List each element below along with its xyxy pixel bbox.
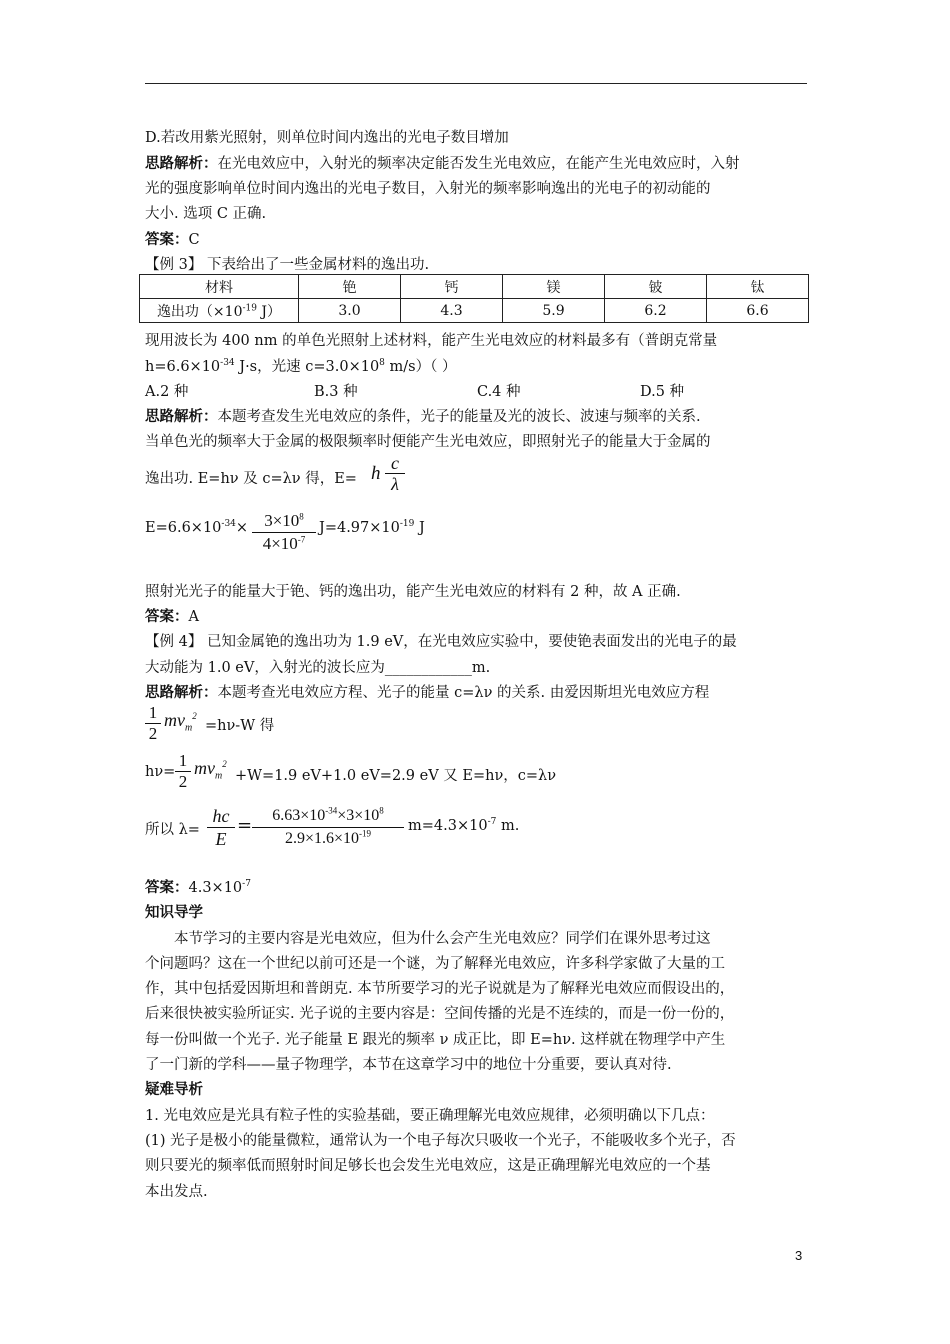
difficult-line-2: (1) 光子是极小的能量微粒，通常认为一个电子每次只吸收一个光子，不能吸收多个光子，否 bbox=[145, 1133, 736, 1149]
equation-line-2-tail: +W=1.9 eV+1.0 eV=2.9 eV 又 E=hν，c=λν bbox=[235, 768, 557, 784]
answer-label: 答案： bbox=[145, 880, 189, 896]
table-row-label bbox=[140, 299, 299, 323]
analysis-1-line-3: 大小. 选项 C 正确. bbox=[145, 206, 267, 222]
analysis-label: 思路解析： bbox=[145, 156, 218, 172]
answer-label: 答案： bbox=[145, 609, 189, 625]
fraction-one-half bbox=[145, 703, 161, 744]
equation-e1-result bbox=[319, 520, 425, 536]
eq-exponent: -7 bbox=[487, 817, 497, 828]
table-row bbox=[140, 299, 809, 323]
equation-line-3-tail bbox=[408, 818, 519, 834]
den-exponent: -7 bbox=[297, 534, 306, 545]
equation-line-3-head: 所以 λ= bbox=[145, 822, 200, 838]
fraction-one-half bbox=[175, 751, 191, 792]
table-header-cell: 钙 bbox=[401, 275, 503, 299]
fraction-lambda-value bbox=[252, 805, 404, 850]
guide-line-4: 后来很快被实验所证实. 光子说的主要内容是：空间传播的光是不连续的，而是一份一份的， bbox=[145, 1006, 735, 1022]
row-label-text: 逸出功（×10 bbox=[156, 303, 243, 320]
fraction-denominator: E bbox=[215, 829, 227, 849]
answer-value: 4.3×10 bbox=[188, 880, 243, 896]
kinetic-term bbox=[164, 710, 197, 734]
example-4-title: 【例 4】 已知金属铯的逸出功为 1.9 eV，在光电效应实验中，要使铯表面发出的光电子的最 bbox=[145, 634, 737, 650]
analysis-3-conclusion: 照射光光子的能量大于铯、钙的逸出功，能产生光电效应的材料有 2 种，故 A 正确. bbox=[145, 584, 681, 600]
mv-text: mv bbox=[194, 758, 215, 778]
num-text: 3×10 bbox=[264, 511, 300, 530]
eq-part: m. bbox=[496, 818, 520, 834]
guide-line-6: 了一门新的学科——量子物理学，本节在这章学习中的地位十分重要，要认真对待. bbox=[145, 1057, 672, 1073]
work-function-table bbox=[139, 274, 809, 323]
q2-part: h=6.6×10 bbox=[145, 359, 221, 375]
analysis-text: 本题考查光电效应方程、光子的能量 c=λν 的关系. 由爱因斯坦光电效应方程 bbox=[217, 685, 710, 701]
example-3-title: 【例 3】 下表给出了一些金属材料的逸出功. bbox=[145, 257, 430, 273]
formula-h: h bbox=[371, 463, 381, 484]
answer-exponent: -7 bbox=[242, 879, 251, 890]
guide-line-5: 每一份叫做一个光子. 光子能量 E 跟光的频率 ν 成正比，即 E=hν. 这样就在物理学中产生 bbox=[145, 1032, 726, 1048]
table-cell: 3.0 bbox=[299, 299, 401, 323]
fraction-numerator: hc bbox=[207, 805, 235, 828]
option-c: C.4 种 bbox=[477, 384, 521, 400]
table-cell: 5.9 bbox=[503, 299, 605, 323]
row-label-exponent: -19 bbox=[242, 302, 257, 313]
difficult-line-3: 则只要光的频率低而照射时间足够长也会发生光电效应，这是正确理解光电效应的一个基 bbox=[145, 1158, 711, 1174]
answer-4 bbox=[145, 876, 251, 897]
q2-part: m/s）（ ） bbox=[384, 359, 457, 375]
example-3-question-2 bbox=[145, 355, 456, 376]
analysis-4-line-1 bbox=[145, 681, 709, 702]
analysis-3-line-3: 逸出功. E=hν 及 c=λν 得，E= bbox=[145, 471, 357, 487]
analysis-text: 本题考查发生光电效应的条件，光子的能量及光的波长、波速与频率的关系. bbox=[217, 409, 701, 425]
fraction-denominator: 2 bbox=[148, 724, 158, 743]
fraction-numerator bbox=[252, 805, 404, 828]
guide-line-3: 作，其中包括爱因斯坦和普朗克. 本节所要学习的光子说就是为了解释光电效应而假设出的， bbox=[145, 981, 735, 997]
eq-part: × bbox=[235, 520, 249, 536]
example-4-line-2: 大动能为 1.0 eV，入射光的波长应为____________m. bbox=[145, 660, 491, 676]
mv-subscript: m bbox=[185, 722, 193, 734]
difficult-line-4: 本出发点. bbox=[145, 1184, 208, 1200]
equals-sign: = bbox=[237, 815, 253, 836]
mv-exponent: 2 bbox=[222, 759, 227, 769]
table-header-cell: 材料 bbox=[140, 275, 299, 299]
den-text: 4×10 bbox=[262, 534, 298, 553]
fraction-denominator: 2 bbox=[178, 772, 188, 791]
equation-line-1-tail: =hν-W 得 bbox=[205, 718, 275, 734]
mv-text: mv bbox=[164, 710, 185, 730]
den-text: 2.9×1.6×10 bbox=[284, 830, 360, 847]
option-d-line: D.若改用紫光照射，则单位时间内逸出的光电子数目增加 bbox=[145, 130, 509, 146]
guide-line-2: 个问题吗？这在一个世纪以前可还是一个谜，为了解释光电效应，许多科学家做了大量的工 bbox=[145, 956, 725, 972]
table-cell: 6.2 bbox=[605, 299, 707, 323]
header-rule bbox=[145, 83, 807, 84]
fraction-hc-over-e bbox=[207, 805, 235, 850]
answer-value: A bbox=[188, 609, 199, 625]
analysis-1-line-2: 光的强度影响单位时间内逸出的光电子数目，入射光的频率影响逸出的光电子的初动能的 bbox=[145, 181, 711, 197]
example-3-question-1: 现用波长为 400 nm 的单色光照射上述材料，能产生光电效应的材料最多有（普朗克常量 bbox=[145, 333, 718, 349]
equation-e1 bbox=[145, 520, 248, 536]
analysis-text: 在光电效应中，入射光的频率决定能否发生光电效应，在能产生光电效应时，入射 bbox=[217, 156, 740, 172]
fraction-3e8-over-4e-7 bbox=[252, 510, 316, 555]
kinetic-term bbox=[194, 758, 227, 782]
fraction-c-over-lambda bbox=[385, 453, 405, 494]
difficult-line-1: 1. 光电效应是光具有粒子性的实验基础，要正确理解光电效应规律，必须明确以下几点： bbox=[145, 1108, 715, 1124]
eq-part: m=4.3×10 bbox=[408, 818, 488, 834]
option-d: D.5 种 bbox=[640, 384, 685, 400]
fraction-denominator bbox=[252, 828, 404, 850]
table-row bbox=[140, 275, 809, 299]
analysis-label: 思路解析： bbox=[145, 685, 218, 701]
analysis-1-line-1 bbox=[145, 152, 740, 173]
table-header-cell: 镁 bbox=[503, 275, 605, 299]
analysis-3-line-1 bbox=[145, 405, 701, 426]
eq-exponent: -34 bbox=[221, 519, 236, 530]
num-exponent: 8 bbox=[379, 805, 384, 816]
num-exponent: 8 bbox=[299, 511, 304, 522]
eq-part: E=6.6×10 bbox=[145, 520, 222, 536]
row-label-unit: J） bbox=[256, 303, 282, 320]
mv-subscript: m bbox=[215, 770, 223, 782]
q2-exponent: 8 bbox=[379, 358, 385, 369]
page-number: 3 bbox=[795, 1248, 803, 1263]
den-exponent: -19 bbox=[359, 828, 372, 839]
fraction-denominator: λ bbox=[391, 474, 399, 494]
fraction-numerator: 1 bbox=[175, 751, 191, 772]
mv-exponent: 2 bbox=[192, 711, 197, 721]
q2-exponent: -34 bbox=[220, 358, 235, 369]
eq-exponent: -19 bbox=[399, 519, 415, 530]
table-header-cell: 铯 bbox=[299, 275, 401, 299]
option-a: A.2 种 bbox=[145, 384, 189, 400]
section-heading-guide: 知识导学 bbox=[145, 905, 203, 921]
fraction-numerator: c bbox=[385, 453, 405, 474]
equation-line-2-head: hν= bbox=[145, 764, 176, 780]
fraction-denominator bbox=[252, 533, 316, 555]
section-heading-difficult: 疑难导析 bbox=[145, 1082, 203, 1098]
table-cell: 4.3 bbox=[401, 299, 503, 323]
eq-part: J bbox=[414, 520, 425, 536]
table-header-cell: 钛 bbox=[707, 275, 809, 299]
answer-1 bbox=[145, 228, 200, 249]
guide-line-1: 本节学习的主要内容是光电效应，但为什么会产生光电效应？同学们在课外思考过这 bbox=[174, 931, 711, 947]
q2-part: J·s，光速 c=3.0×10 bbox=[234, 359, 380, 375]
answer-value: C bbox=[188, 232, 200, 248]
answer-label: 答案： bbox=[145, 232, 189, 248]
num-text: 6.63×10 bbox=[272, 807, 326, 824]
eq-part: J=4.97×10 bbox=[319, 520, 400, 536]
num-text: ×3×10 bbox=[337, 807, 380, 824]
analysis-label: 思路解析： bbox=[145, 409, 218, 425]
table-cell: 6.6 bbox=[707, 299, 809, 323]
analysis-3-line-2: 当单色光的频率大于金属的极限频率时便能产生光电效应，即照射光子的能量大于金属的 bbox=[145, 434, 711, 450]
fraction-numerator bbox=[252, 510, 316, 533]
option-b: B.3 种 bbox=[314, 384, 358, 400]
answer-3 bbox=[145, 605, 199, 626]
fraction-numerator: 1 bbox=[145, 703, 161, 724]
table-header-cell: 铍 bbox=[605, 275, 707, 299]
num-exponent: -34 bbox=[325, 805, 338, 816]
